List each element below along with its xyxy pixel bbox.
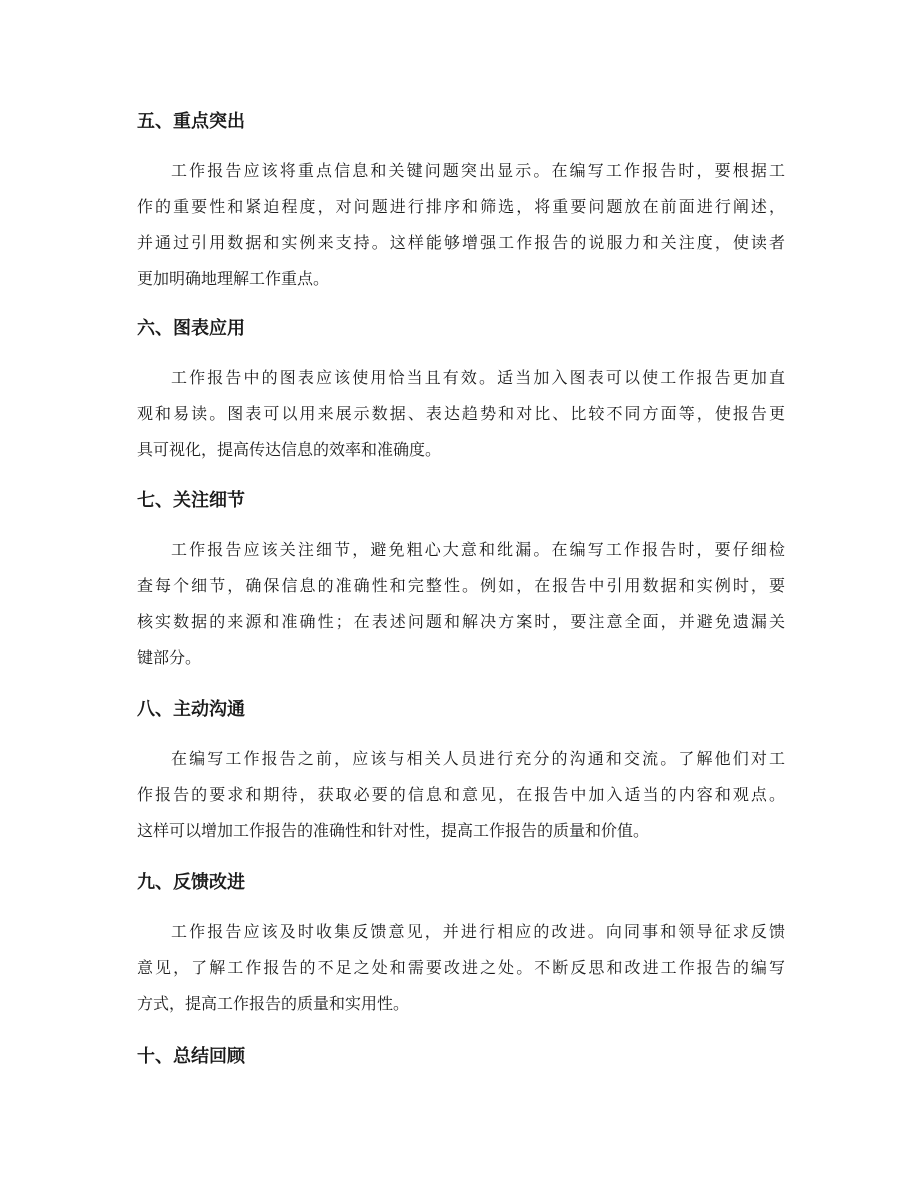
section-paragraph bbox=[137, 741, 785, 849]
paragraph-line: 工作报告应该及时收集反馈意见，并进行相应的改进。向同事和领导征求反馈 bbox=[171, 922, 785, 941]
section-heading: 八、主动沟通 bbox=[137, 699, 245, 720]
paragraph-line: 意见，了解工作报告的不足之处和需要改进之处。不断反思和改进工作报告的编写 bbox=[137, 958, 785, 977]
paragraph-line: 这样可以增加工作报告的准确性和针对性，提高工作报告的质量和价值。 bbox=[137, 821, 650, 840]
section-heading: 九、反馈改进 bbox=[137, 872, 245, 893]
paragraph-line: 在编写工作报告之前，应该与相关人员进行充分的沟通和交流。了解他们对工 bbox=[171, 749, 785, 768]
section-heading: 十、总结回顾 bbox=[137, 1046, 245, 1067]
paragraph-line: 并通过引用数据和实例来支持。这样能够增强工作报告的说服力和关注度，使读者 bbox=[137, 233, 785, 252]
section-heading: 五、重点突出 bbox=[137, 111, 245, 132]
paragraph-line: 工作报告应该关注细节，避免粗心大意和纰漏。在编写工作报告时，要仔细检 bbox=[171, 540, 785, 559]
section-paragraph bbox=[137, 360, 785, 468]
section-paragraph bbox=[137, 153, 785, 297]
paragraph-line: 具可视化，提高传达信息的效率和准确度。 bbox=[137, 440, 442, 459]
section-paragraph bbox=[137, 914, 785, 1022]
section-paragraph bbox=[137, 532, 785, 676]
paragraph-line: 查每个细节，确保信息的准确性和完整性。例如，在报告中引用数据和实例时，要 bbox=[137, 576, 785, 595]
paragraph-line: 键部分。 bbox=[137, 648, 202, 667]
paragraph-line: 观和易读。图表可以用来展示数据、表达趋势和对比、比较不同方面等，使报告更 bbox=[137, 404, 785, 423]
paragraph-line: 方式，提高工作报告的质量和实用性。 bbox=[137, 994, 410, 1013]
paragraph-line: 核实数据的来源和准确性；在表述问题和解决方案时，要注意全面，并避免遗漏关 bbox=[137, 612, 785, 631]
paragraph-line: 更加明确地理解工作重点。 bbox=[137, 269, 330, 288]
paragraph-line: 作的重要性和紧迫程度，对问题进行排序和筛选，将重要问题放在前面进行阐述， bbox=[137, 197, 785, 216]
paragraph-line: 工作报告应该将重点信息和关键问题突出显示。在编写工作报告时，要根据工 bbox=[171, 161, 785, 180]
paragraph-line: 作报告的要求和期待，获取必要的信息和意见，在报告中加入适当的内容和观点。 bbox=[137, 785, 785, 804]
section-heading: 六、图表应用 bbox=[137, 318, 245, 339]
paragraph-line: 工作报告中的图表应该使用恰当且有效。适当加入图表可以使工作报告更加直 bbox=[171, 368, 785, 387]
section-heading: 七、关注细节 bbox=[137, 490, 245, 511]
